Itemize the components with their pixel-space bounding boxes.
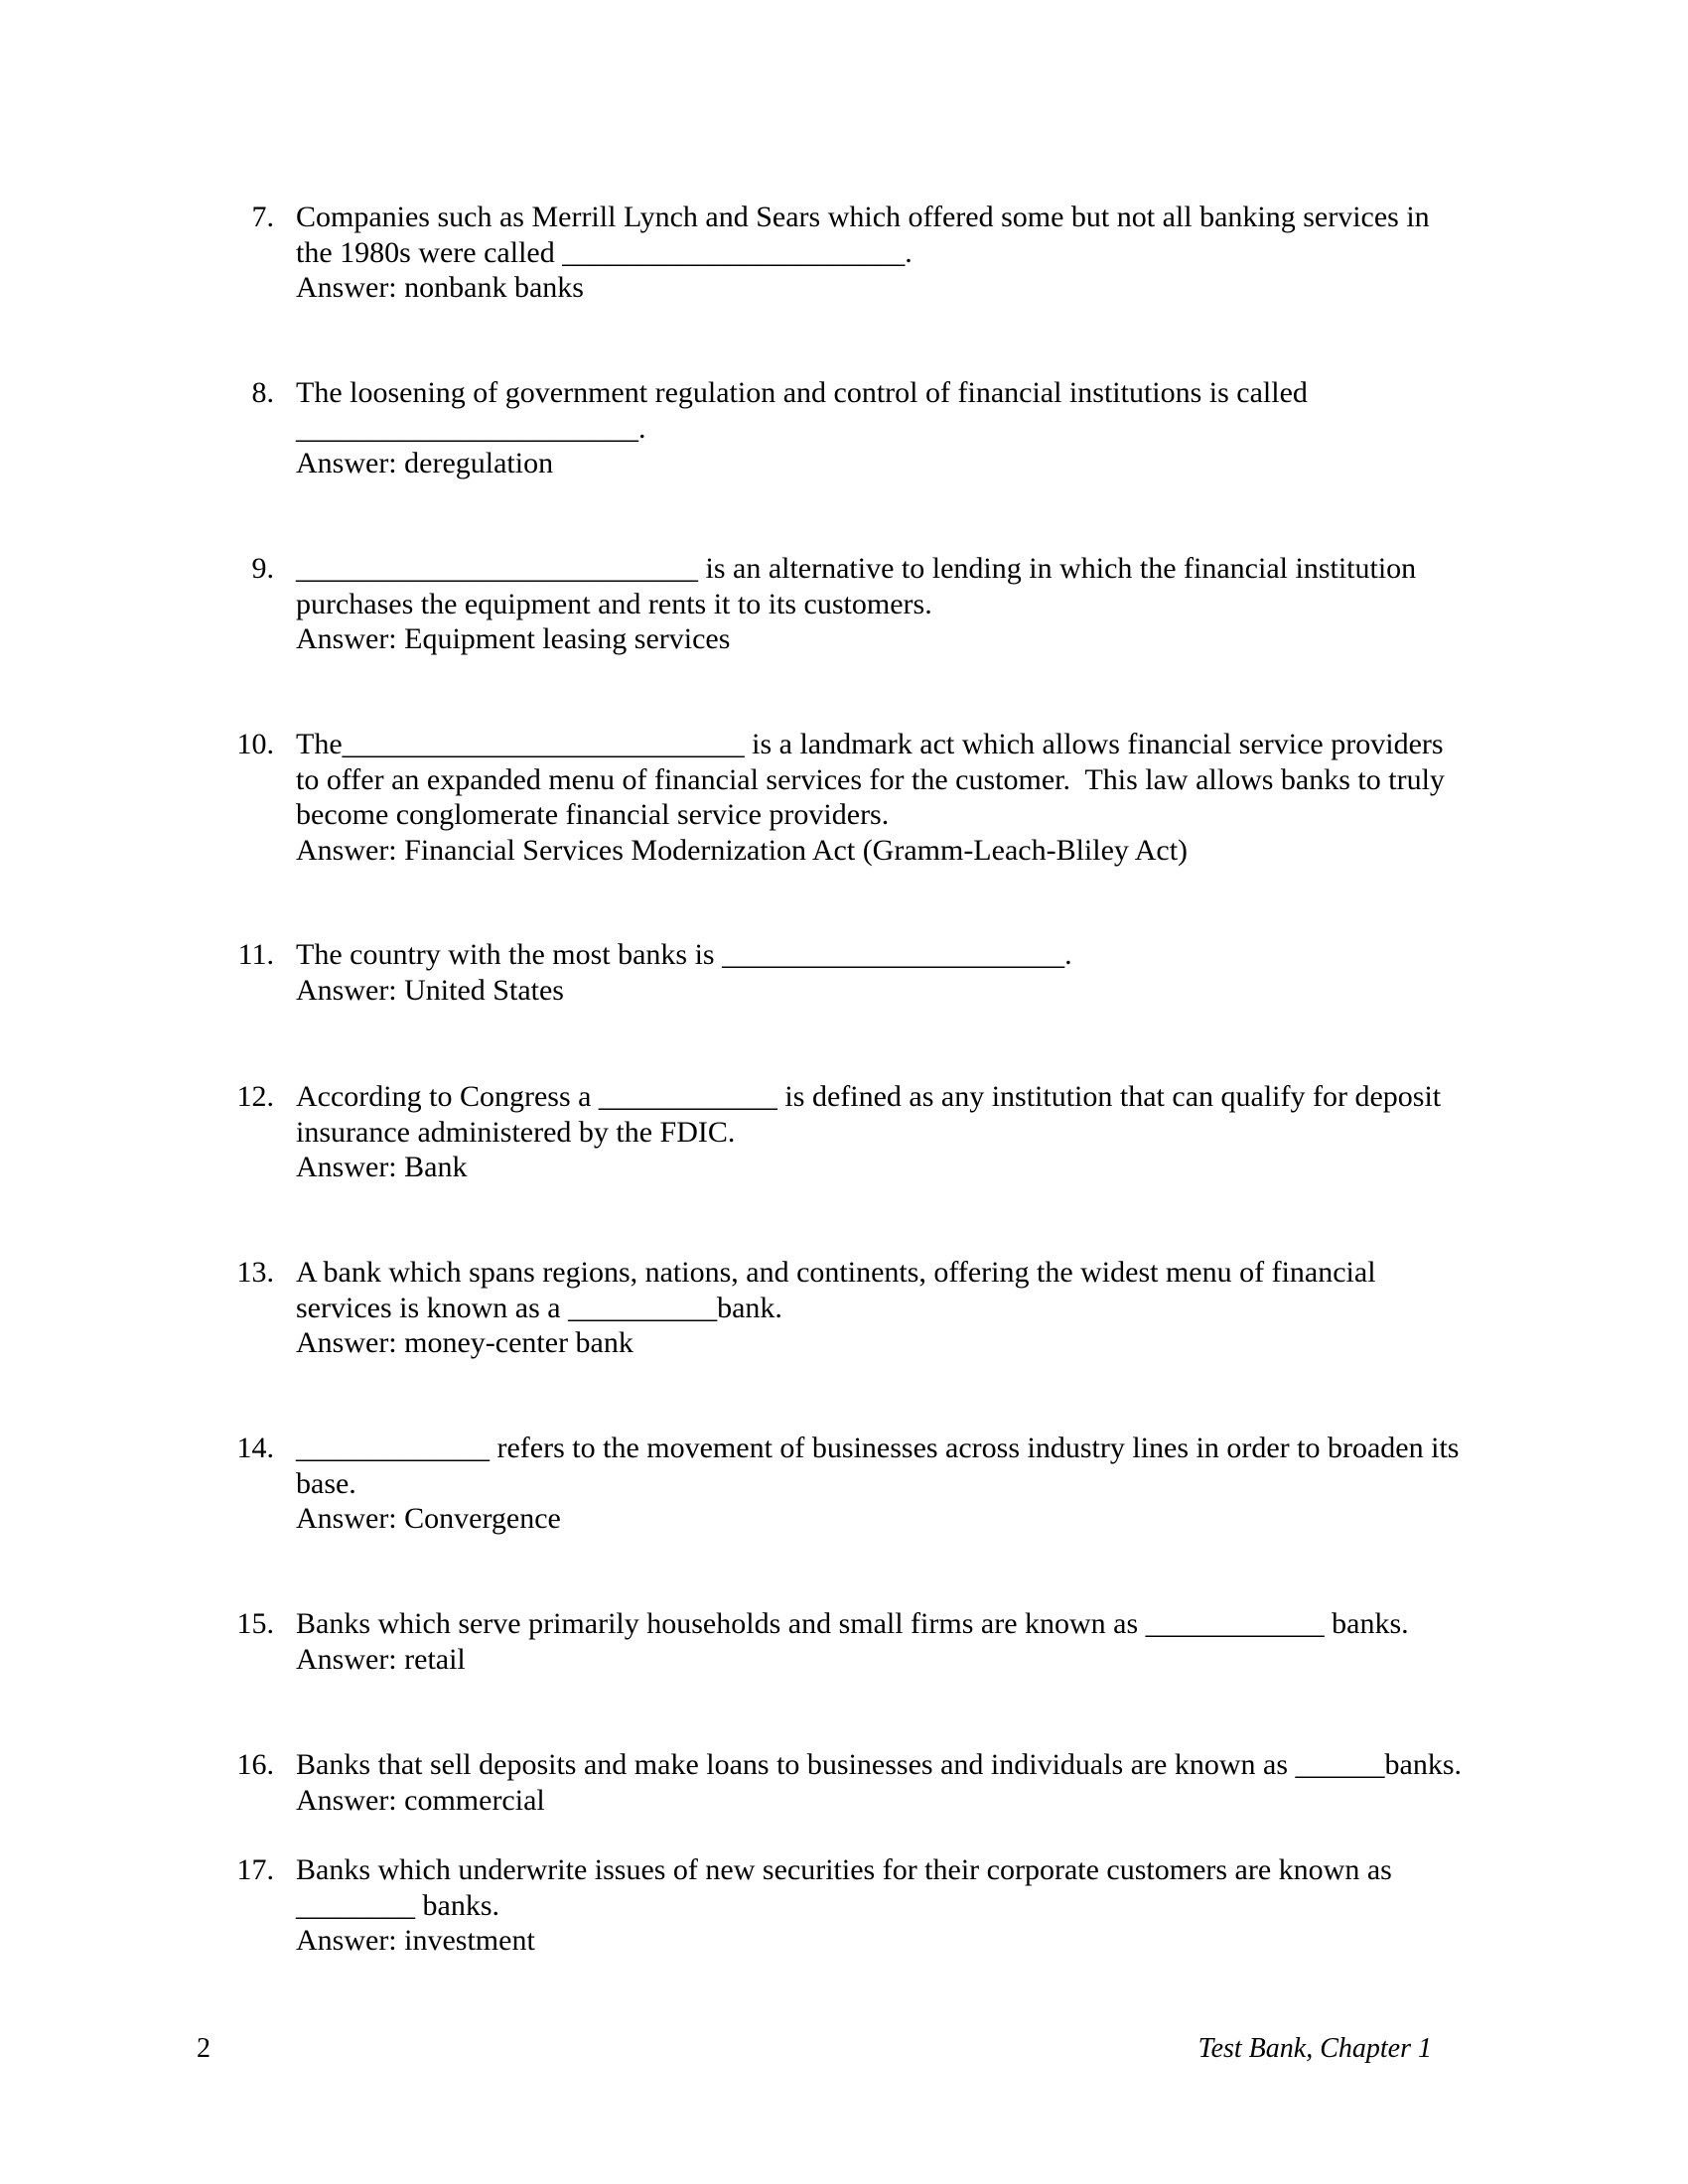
answer-text: Answer: Bank (296, 1151, 468, 1183)
question-number: 17. (236, 1853, 274, 1886)
answer-text: Answer: investment (296, 1924, 535, 1957)
answer-text: Answer: deregulation (296, 447, 554, 479)
question-body (296, 1606, 1507, 1677)
answer-text: Answer: retail (296, 1642, 466, 1676)
question-text: services is known as a __________bank. (296, 1291, 782, 1324)
question-text: Banks which underwrite issues of new securities for their corporate customers are known as (296, 1853, 1392, 1886)
question-text: Banks that sell deposits and make loans to businesses and individuals are known as ______banks. (296, 1748, 1462, 1781)
footer-page-number: 2 (197, 2033, 211, 2064)
question-text: According to Congress a ____________ is defined as any institution that can qualify for deposit (296, 1080, 1442, 1113)
question-text: insurance administered by the FDIC. (296, 1115, 736, 1149)
answer-text: Answer: money-center bank (296, 1326, 633, 1359)
question-text: purchases the equipment and rents it to its customers. (296, 587, 932, 620)
question-text: ________ banks. (296, 1888, 499, 1922)
question-number: 11. (237, 938, 274, 971)
question-body (296, 1255, 1507, 1361)
question-body (296, 1747, 1507, 1818)
question-text: The___________________________ is a landmark act which allows financial service providers (296, 728, 1444, 760)
question-number: 15. (236, 1607, 274, 1640)
question-text: become conglomerate financial service providers. (296, 798, 890, 831)
question-text: _____________ refers to the movement of businesses across industry lines in order to broaden its (296, 1432, 1460, 1464)
question-text: _______________________. (296, 411, 646, 445)
question-number: 12. (236, 1080, 274, 1113)
question-number: 16. (236, 1748, 274, 1781)
question-body (296, 375, 1507, 481)
question-body (296, 937, 1507, 1008)
question-number: 10. (236, 728, 274, 760)
answer-text: Answer: commercial (296, 1783, 545, 1817)
question-body (296, 727, 1507, 868)
question-body (296, 1079, 1507, 1185)
question-body (296, 200, 1507, 306)
question-text: The country with the most banks is _______________________. (296, 938, 1072, 971)
question-body (296, 1431, 1507, 1537)
answer-text: Answer: Financial Services Modernization Act (Gramm-Leach-Bliley Act) (296, 833, 1189, 867)
footer-title: Test Bank, Chapter 1 (1197, 2033, 1432, 2064)
question-text: to offer an expanded menu of financial services for the customer. This law allows banks to truly (296, 762, 1445, 796)
answer-text: Answer: nonbank banks (296, 271, 584, 304)
question-text: A bank which spans regions, nations, and continents, offering the widest menu of financial (296, 1256, 1376, 1289)
question-number: 9. (251, 552, 274, 585)
answer-text: Answer: United States (296, 973, 564, 1007)
question-text: The loosening of government regulation and control of financial institutions is called (296, 376, 1308, 409)
question-text: base. (296, 1466, 356, 1500)
answer-text: Answer: Equipment leasing services (296, 622, 731, 655)
question-text: Banks which serve primarily households and small firms are known as ____________ banks. (296, 1607, 1409, 1640)
question-text: Companies such as Merrill Lynch and Sears which offered some but not all banking services in (296, 201, 1430, 233)
question-number: 8. (251, 376, 274, 409)
question-text: the 1980s were called _______________________. (296, 235, 913, 269)
question-number: 13. (236, 1256, 274, 1289)
question-body (296, 1852, 1507, 1959)
question-number: 14. (236, 1432, 274, 1464)
question-text: ___________________________ is an alternative to lending in which the financial institution (296, 552, 1417, 585)
question-number: 7. (251, 201, 274, 233)
question-body (296, 551, 1507, 657)
answer-text: Answer: Convergence (296, 1502, 561, 1535)
